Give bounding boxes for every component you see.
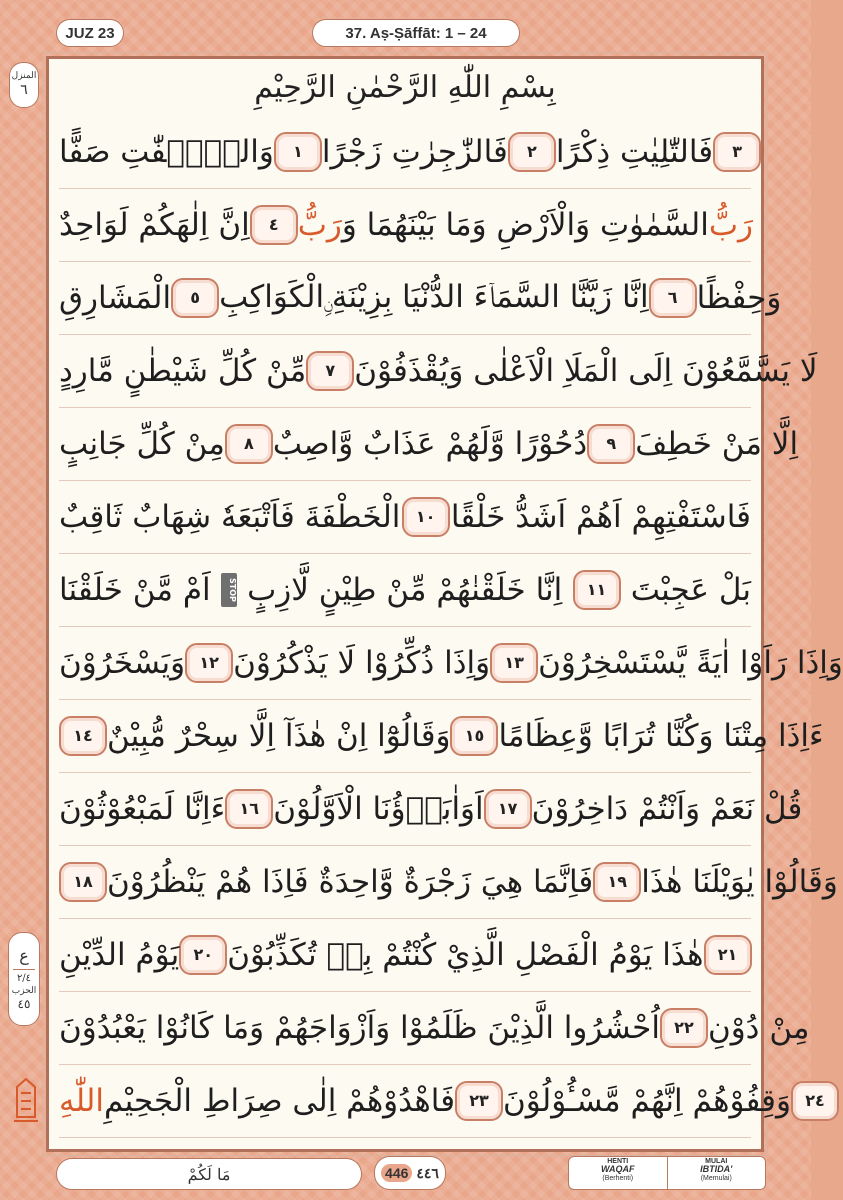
ayah-number-marker: ١٤: [59, 716, 107, 756]
verse-line: [59, 261, 782, 335]
verse-line: [59, 334, 818, 408]
verse-text: فَاِنَّمَا هِيَ زَجْرَةٌ وَّاحِدَةٌ فَاِذَا هُمْ يَنْظُرُوْنَ: [107, 863, 594, 900]
ayah-number-marker: ١١: [573, 570, 621, 610]
stop-mark: STOP: [221, 573, 237, 607]
ayah-number-marker: ١: [274, 132, 322, 172]
verse-line: [59, 1064, 825, 1138]
verse-text: اِنَّا زَيَّنَّا السَّمَاۤءَ الدُّنْيَا بِزِيْنَةِ ࣙالْكَوَاكِبِ: [219, 279, 649, 315]
verse-text: الْخَطْفَةَ فَاَتْبَعَهٗ شِهَابٌ ثَاقِبٌ: [59, 498, 401, 535]
manzil-label: المنزل: [11, 70, 37, 81]
verse-text: بَلْ عَجِبْتَ: [630, 571, 751, 608]
legend-ibtida: [667, 1157, 766, 1189]
ayah-number-marker: ٢: [508, 132, 556, 172]
ayah-number-marker: ١٢: [185, 643, 233, 683]
verse-text: وَيَسْخَرُوْنَ: [59, 644, 186, 681]
page-number-badge: [374, 1156, 446, 1190]
surah-info: 37. Aṣ-Ṣāffāt: 1 – 24: [312, 19, 520, 47]
verse-text: اَوَاٰبَاۤؤُنَا الْاَوَّلُوْنَ: [273, 790, 484, 827]
verse-text: وَقِفُوْهُمْ اِنَّهُمْ مَّسْـُٔوْلُوْنَ: [503, 1082, 791, 1119]
mushaf-page: [46, 56, 843, 1152]
verse-text: اَمْ مَّنْ خَلَقْنَا: [59, 571, 211, 608]
verse-text: اِنَّ اِلٰهَكُمْ لَوَاحِدٌ: [59, 206, 250, 243]
verse-text: ءَاِذَا مِتْنَا وَكُنَّا تُرَابًا وَّعِظَامًا: [498, 717, 824, 754]
manzil-badge: [9, 62, 39, 108]
hizb-badge: [8, 932, 40, 1026]
verse-text: الْمَشَارِقِ: [59, 279, 172, 316]
verse-text: مِنْ كُلِّ جَانِبٍ: [59, 425, 225, 462]
legend-left-sub: (Berhenti): [602, 1174, 634, 1182]
ayah-number-marker: ٣: [713, 132, 761, 172]
manzil-number: ٦: [20, 81, 28, 98]
page-number: 446: [381, 1164, 412, 1182]
verse-text: وَاِذَا رَاَوْا اٰيَةً يَّسْتَسْخِرُوْنَ: [538, 644, 843, 681]
verse-text: وَالصّٰۤفّٰتِ صَفًّا: [59, 133, 274, 170]
verse-text: مِنْ دُوْنِ: [707, 1009, 810, 1046]
verse-line: [59, 480, 751, 554]
verse-line: [59, 626, 843, 700]
ayah-number-marker: ١٩: [593, 862, 641, 902]
verse-text: فَاهْدُوْهُمْ اِلٰى صِرَاطِ الْجَحِيْمِ: [103, 1082, 456, 1119]
verse-text: اِنَّا خَلَقْنٰهُمْ مِّنْ طِيْنٍ لَّازِبٍ: [247, 571, 563, 608]
verse-text: قُلْ نَعَمْ وَاَنْتُمْ دَاخِرُوْنَ: [531, 790, 803, 827]
ayah-number-marker: ٨: [225, 424, 273, 464]
ayah-number-marker: ٧: [306, 351, 354, 391]
ayah-number-marker: ١٣: [490, 643, 538, 683]
verse-text: لَا يَسَّمَّعُوْنَ اِلَى الْمَلَاِ الْاَعْلٰى وَيُقْذَفُوْنَ: [354, 352, 818, 389]
hizb-fraction: ٢/٤: [16, 973, 32, 985]
legend-left-top: HENTI: [607, 1158, 629, 1165]
verse-line: [59, 918, 751, 992]
ayah-number-marker: ٢٣: [455, 1081, 503, 1121]
ayah-number-marker: ٥: [171, 278, 219, 318]
legend-waqaf: [569, 1157, 667, 1189]
verse-text: يَوْمُ الدِّيْنِ: [59, 936, 180, 973]
ayah-number-marker: ٩: [587, 424, 635, 464]
verse-text: فَالتّٰلِيٰتِ ذِكْرًا: [555, 133, 714, 170]
verse-line: [59, 699, 824, 773]
sajdah-icon: [11, 1077, 41, 1123]
legend-right-sub: (Memulai): [700, 1174, 732, 1182]
verse-line: [59, 845, 838, 919]
verse-text: اُحْشُرُوا الَّذِيْنَ ظَلَمُوْا وَاَزْوَاجَهُمْ وَمَا كَانُوْا يَعْبُدُوْنَ: [59, 1009, 660, 1046]
next-page-words: مَا لَكُمْ: [56, 1158, 362, 1190]
hizb-number: ٤٥: [17, 996, 31, 1011]
verse-text: دُحُوْرًا وَّلَهُمْ عَذَابٌ وَّاصِبٌ: [272, 425, 588, 462]
ayah-number-marker: ٤: [250, 205, 298, 245]
ayah-number-marker: ١٧: [484, 789, 532, 829]
verse-text: وَاِذَا ذُكِّرُوْا لَا يَذْكُرُوْنَ: [233, 644, 491, 681]
ruku-mark: ع: [19, 946, 29, 966]
ayah-number-marker: ٢٢: [660, 1008, 708, 1048]
verse-line: [59, 407, 799, 481]
legend-right-main: IBTIDA': [700, 1164, 733, 1175]
verse-line: [59, 115, 751, 189]
waqaf-legend: [568, 1156, 766, 1190]
verse-text: فَاسْتَفْتِهِمْ اَهُمْ اَشَدُّ خَلْقًا: [450, 498, 751, 535]
ayah-number-marker: ١٨: [59, 862, 107, 902]
juz-label: JUZ 23: [56, 19, 124, 47]
verse-line: [59, 188, 751, 262]
ayah-number-marker: ١٥: [450, 716, 498, 756]
ayah-number-marker: ٢٤: [791, 1081, 839, 1121]
ayah-number-marker: ٢١: [704, 935, 752, 975]
divider: [13, 969, 35, 970]
verse-line: [59, 991, 810, 1065]
verse-line: [59, 772, 803, 846]
verse-line: [59, 553, 751, 627]
highlighted-word: اللّٰهِ: [59, 1082, 104, 1119]
ayah-number-marker: ٢٠: [179, 935, 227, 975]
ayah-number-marker: ١٠: [402, 497, 450, 537]
ayah-number-marker: ٦: [649, 278, 697, 318]
legend-right-top: MULAI: [705, 1158, 728, 1165]
verse-text: وَقَالُوْٓا اِنْ هٰذَآ اِلَّا سِحْرٌ مُّبِيْنٌ: [107, 717, 451, 754]
verse-text: السَّمٰوٰتِ وَالْاَرْضِ وَمَا بَيْنَهُمَا وَ: [341, 206, 709, 243]
verse-text: اِلَّا مَنْ خَطِفَ: [635, 425, 799, 462]
verse-text: مِّنْ كُلِّ شَيْطٰنٍ مَّارِدٍ: [59, 352, 307, 389]
basmala: بِسْمِ اللّٰهِ الرَّحْمٰنِ الرَّحِيْمِ: [254, 70, 556, 105]
legend-left-main: WAQAF: [601, 1164, 635, 1175]
highlighted-word: رَبُّ: [708, 206, 753, 243]
highlighted-word: رَبُّ: [297, 206, 342, 243]
verse-text: وَحِفْظًا: [696, 279, 782, 316]
verse-text: هٰذَا يَوْمُ الْفَصْلِ الَّذِيْ كُنْتُمْ بِهٖ تُكَذِّبُوْنَ: [227, 936, 704, 973]
page-number-arabic: ٤٤٦: [416, 1164, 439, 1181]
verse-text: فَالزّٰجِرٰتِ زَجْرًا: [321, 133, 508, 170]
ayah-number-marker: ١٦: [225, 789, 273, 829]
hizb-label: الحزب: [11, 985, 37, 996]
verse-text: ءَاِنَّا لَمَبْعُوْثُوْنَ: [59, 790, 226, 827]
verse-text: وَقَالُوْا يٰوَيْلَنَا هٰذَا: [641, 863, 838, 900]
